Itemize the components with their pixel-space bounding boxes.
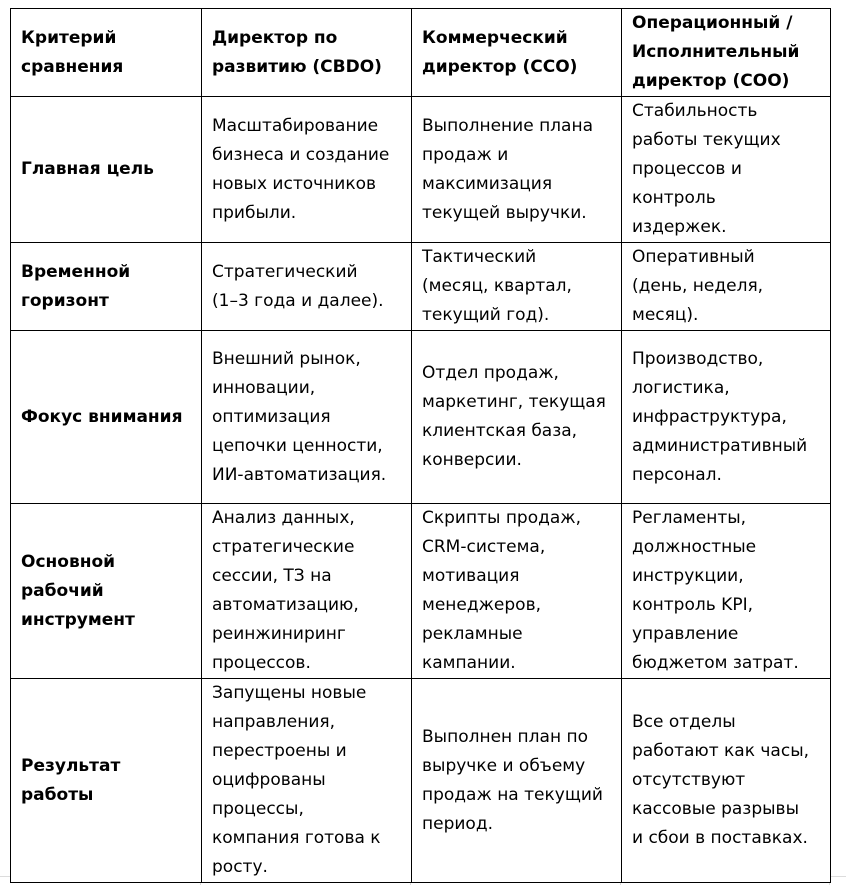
cell-text-line: Масштабирование	[212, 115, 379, 136]
cell-text-line: перестроены и	[212, 741, 347, 761]
cell-text-line: (1–3 года и далее).	[212, 290, 384, 311]
cell-text-line: продаж на текущий	[422, 784, 603, 805]
cell-text-line: текущей выручки.	[422, 202, 587, 223]
cell-text-line: конверсии.	[422, 450, 522, 470]
cell-text-line: Основной	[21, 551, 116, 572]
cell-text-line: процессов.	[212, 653, 311, 673]
comparison-table	[10, 8, 831, 883]
cell-text-line: Стратегический	[212, 261, 358, 282]
cell-text-line: маркетинг, текущая	[422, 392, 606, 412]
cell-text-line: Исполнительный	[632, 42, 800, 62]
cell-text-line: рабочий	[21, 580, 104, 601]
cell-text-line: росту.	[212, 857, 268, 877]
criterion-cell	[11, 504, 202, 679]
header-cell-cco	[412, 9, 622, 97]
cell-text-line: (месяц, квартал,	[422, 276, 572, 296]
cell-text-line: прибыли.	[212, 202, 297, 223]
header-row	[11, 9, 831, 97]
cell-text-line: автоматизацию,	[212, 595, 359, 615]
cell-text-line: Отдел продаж,	[422, 363, 559, 383]
cell-text-line: клиентская база,	[422, 421, 578, 441]
cell-text-line: Результат	[21, 755, 121, 776]
table-row-time-horizon	[11, 243, 831, 331]
header-cell-coo	[622, 9, 831, 97]
cell-text-line: Операционный /	[632, 13, 793, 33]
cell-text-line: цепочки ценности,	[212, 435, 383, 456]
cell-text-line: инструкции,	[632, 566, 744, 586]
cell-text-line: Тактический	[422, 247, 537, 267]
cell-text-line: Выполнение плана	[422, 115, 593, 136]
cell-text-line: Критерий	[21, 27, 117, 48]
table-row-main-tool	[11, 504, 831, 679]
cco-cell	[412, 504, 622, 679]
cell-text-line: Стабильность	[632, 101, 758, 121]
cell-text-line: Регламенты,	[632, 508, 747, 528]
table-row-focus	[11, 331, 831, 504]
cell-text-line: инновации,	[212, 377, 316, 398]
cell-text-line: инструмент	[21, 609, 135, 630]
cell-text-line: процессов и	[632, 159, 742, 179]
cbdo-cell	[202, 504, 412, 679]
cell-text-line: стратегические	[212, 537, 355, 557]
cell-text-line: реинжиниринг	[212, 624, 346, 644]
coo-cell	[622, 504, 831, 679]
cell-text-line: выручке и объему	[422, 755, 586, 776]
cell-text-line: Все отделы	[632, 712, 736, 732]
cell-text-line: бизнеса и создание	[212, 144, 390, 165]
cell-text-line: отсутствуют	[632, 770, 746, 790]
table-row-result	[11, 679, 831, 883]
cell-text-line: персонал.	[632, 464, 722, 485]
cell-text-line: бюджетом затрат.	[632, 653, 799, 673]
cell-text-line: кассовые разрывы	[632, 799, 799, 819]
coo-cell	[622, 679, 831, 883]
cell-text-line: процессы,	[212, 799, 304, 819]
cell-text-line: сравнения	[21, 56, 124, 77]
cell-text-line: Производство,	[632, 348, 764, 369]
cco-cell	[412, 97, 622, 243]
header-cell-cbdo	[202, 9, 412, 97]
cell-text-line: рекламные	[422, 624, 523, 644]
cell-text-line: инфраструктура,	[632, 406, 787, 427]
cell-text-line: кампании.	[422, 653, 516, 673]
cell-text-line: оптимизация	[212, 406, 331, 427]
cell-text-line: издержек.	[632, 217, 727, 237]
cell-text-line: развитию (CBDO)	[212, 56, 382, 77]
cell-text-line: Коммерческий	[422, 27, 568, 48]
cco-cell	[412, 243, 622, 331]
cell-text-line: месяц).	[632, 305, 699, 325]
cbdo-cell	[202, 243, 412, 331]
cell-text-line: Главная цель	[21, 159, 154, 179]
cell-text-line: директор (COO)	[632, 71, 790, 91]
cell-text-line: Директор по	[212, 27, 338, 48]
cell-text-line: продаж и	[422, 144, 509, 165]
cell-text-line: мотивация	[422, 566, 520, 586]
cell-text-line: работают как часы,	[632, 741, 810, 761]
cell-text-line: максимизация	[422, 173, 553, 194]
cell-text-line: Выполнен план по	[422, 726, 588, 747]
cell-text-line: горизонт	[21, 290, 109, 311]
cell-text-line: (день, неделя,	[632, 276, 764, 296]
cell-text-line: ИИ-автоматизация.	[212, 464, 387, 485]
cco-cell	[412, 679, 622, 883]
cell-text-line: контроль KPI,	[632, 595, 753, 615]
table-row-main-goal	[11, 97, 831, 243]
cell-text-line: работы текущих	[632, 130, 781, 150]
criterion-cell	[11, 679, 202, 883]
coo-cell	[622, 331, 831, 504]
cell-text-line: работы	[21, 784, 94, 805]
cell-text-line: Оперативный	[632, 247, 755, 267]
cell-text-line: Скрипты продаж,	[422, 508, 582, 528]
cco-cell	[412, 331, 622, 504]
criterion-cell	[11, 331, 202, 504]
cell-text-line: контроль	[632, 188, 716, 208]
coo-cell	[622, 243, 831, 331]
cell-text-line: логистика,	[632, 377, 730, 398]
cell-text-line: Фокус внимания	[21, 406, 183, 427]
cell-text-line: административный	[632, 435, 808, 456]
coo-cell	[622, 97, 831, 243]
cbdo-cell	[202, 97, 412, 243]
cell-text-line: новых источников	[212, 173, 377, 194]
cell-text-line: директор (CCO)	[422, 56, 578, 77]
cbdo-cell	[202, 679, 412, 883]
cell-text-line: управление	[632, 624, 739, 644]
cell-text-line: направления,	[212, 712, 335, 732]
cell-text-line: Запущены новые	[212, 683, 367, 703]
cell-text-line: оцифрованы	[212, 770, 326, 790]
cell-text-line: и сбои в поставках.	[632, 828, 808, 848]
cell-text-line: менеджеров,	[422, 595, 541, 615]
cell-text-line: компания готова к	[212, 828, 381, 848]
cell-text-line: должностные	[632, 537, 757, 557]
cbdo-cell	[202, 331, 412, 504]
cell-text-line: период.	[422, 813, 493, 834]
cell-text-line: Временной	[21, 261, 131, 282]
criterion-cell	[11, 97, 202, 243]
cell-text-line: Внешний рынок,	[212, 348, 361, 369]
cell-text-line: сессии, ТЗ на	[212, 566, 332, 586]
cell-text-line: CRM-система,	[422, 537, 546, 557]
header-cell-criterion	[11, 9, 202, 97]
cell-text-line: Анализ данных,	[212, 508, 355, 528]
criterion-cell	[11, 243, 202, 331]
cell-text-line: текущий год).	[422, 305, 550, 325]
